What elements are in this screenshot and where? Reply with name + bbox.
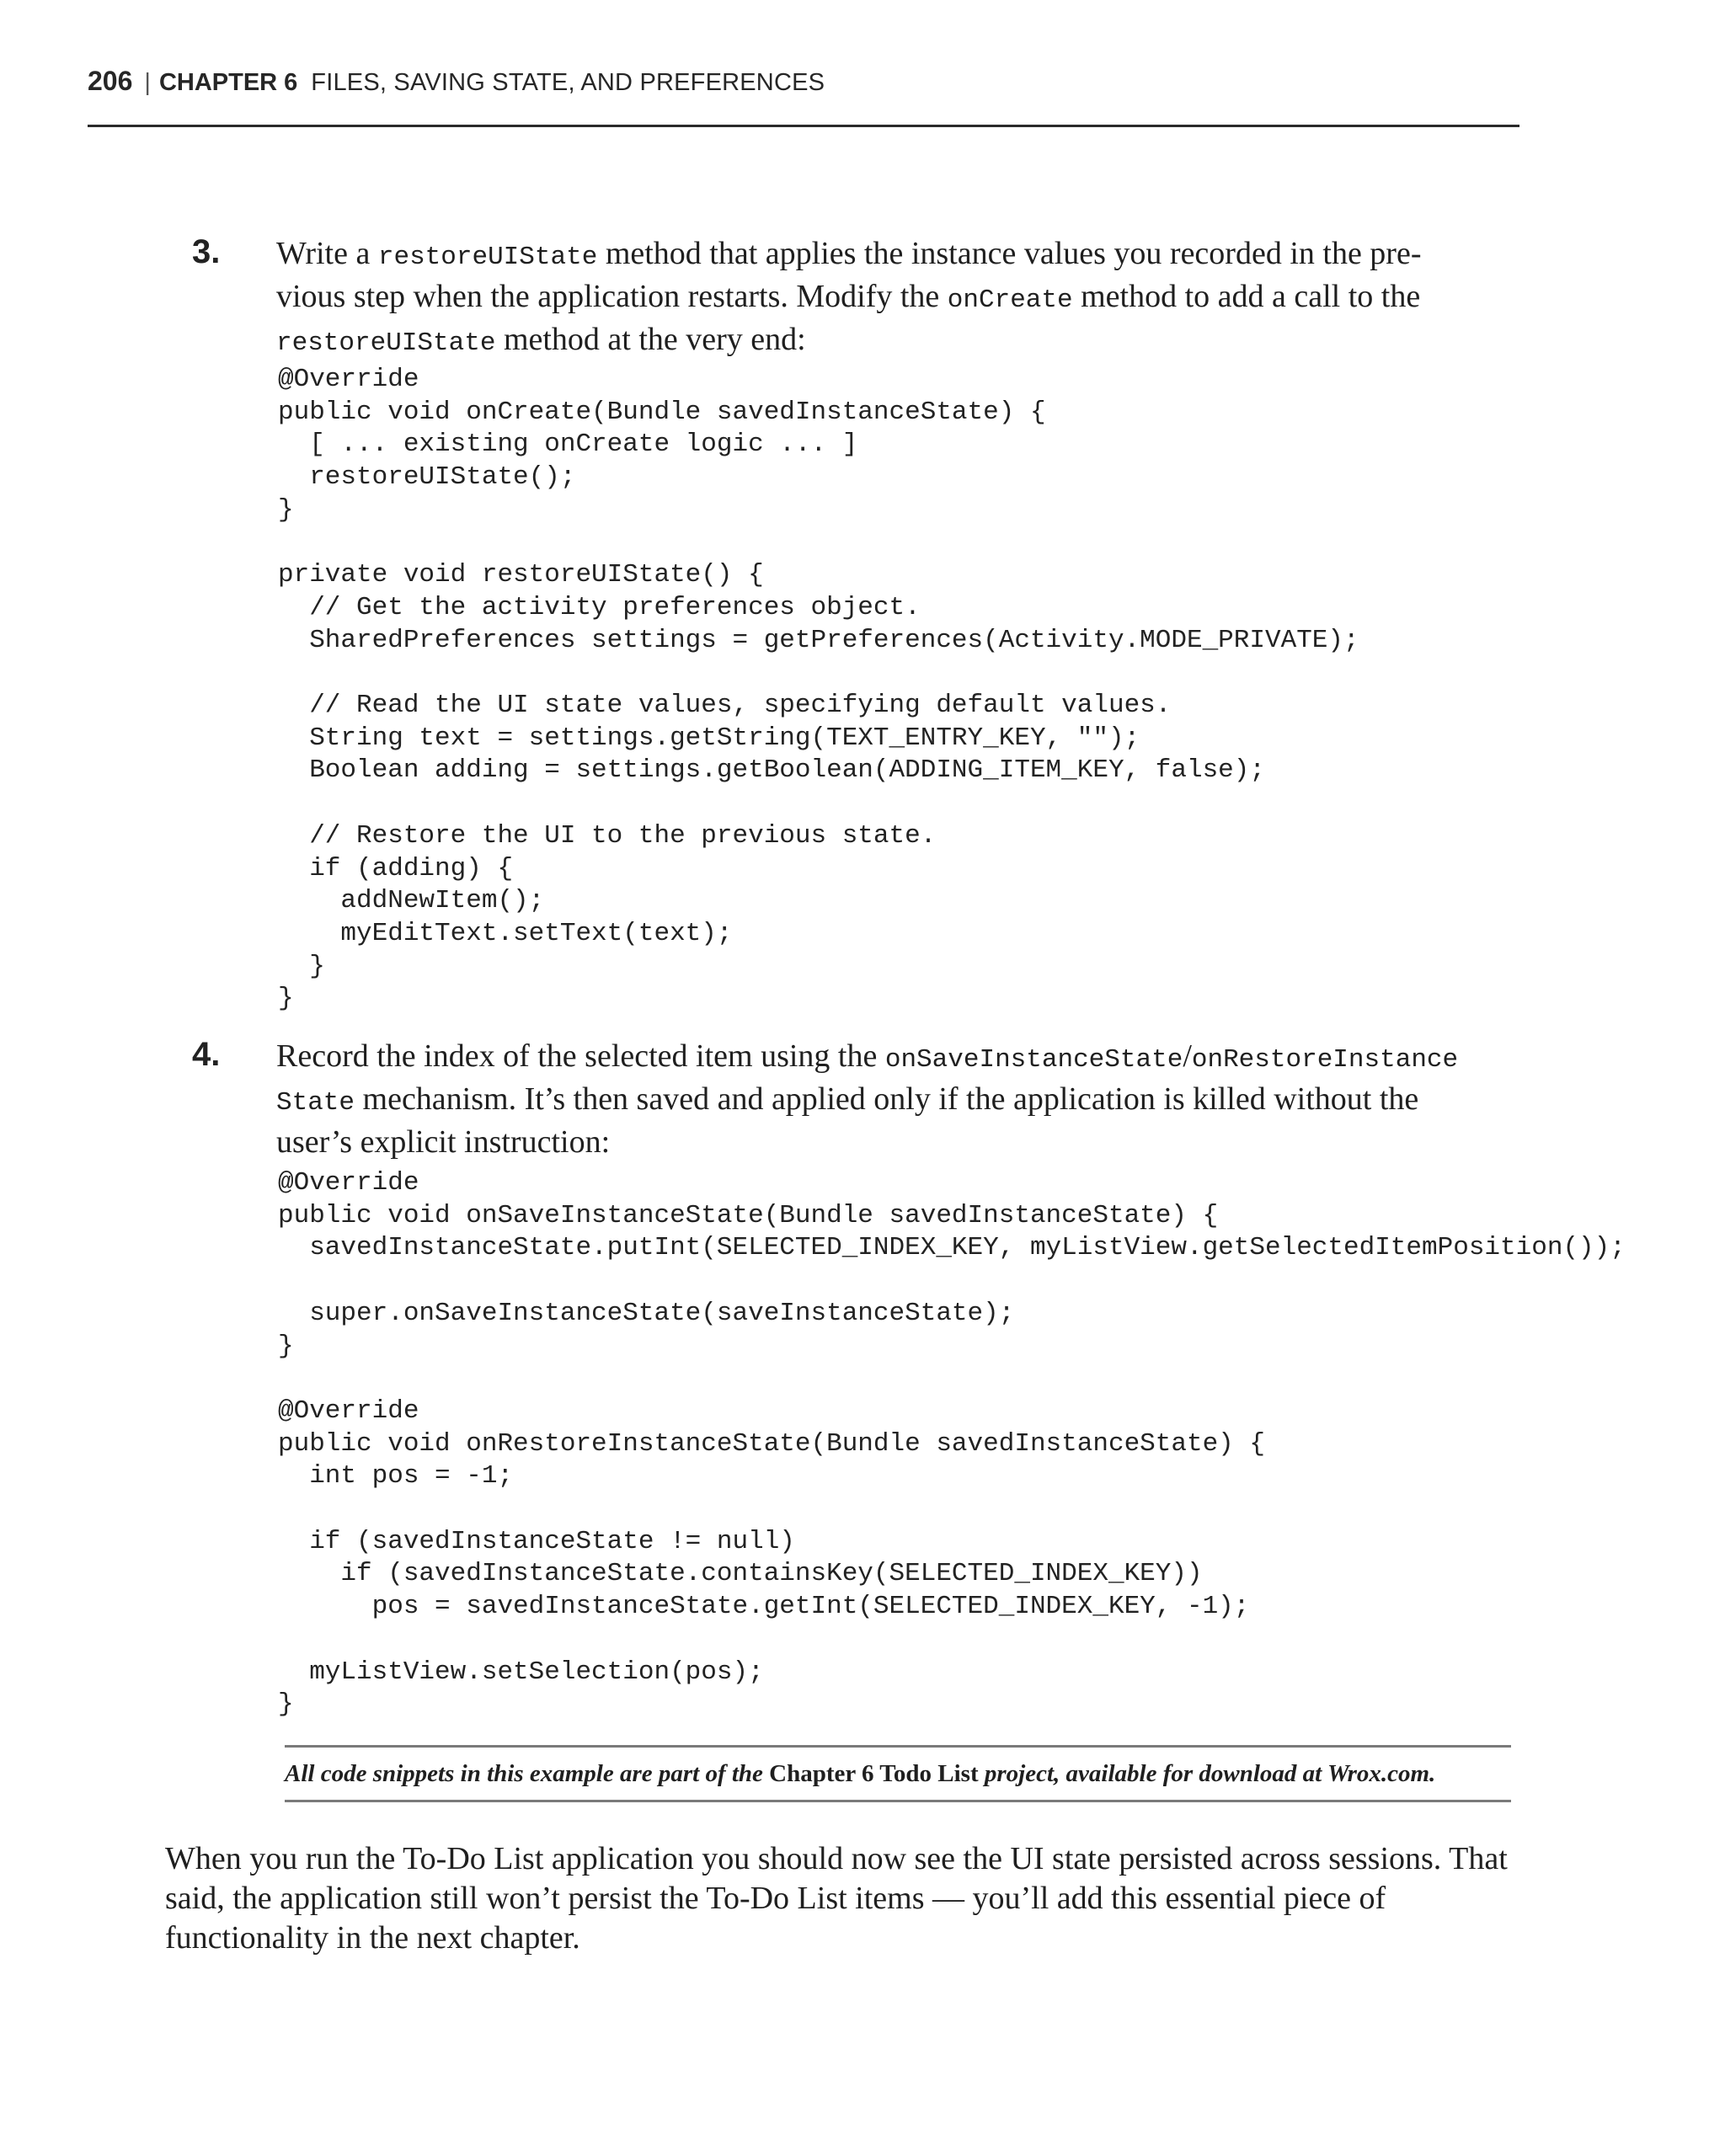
inline-code: onRestoreInstance State	[276, 1045, 1459, 1118]
running-header	[88, 66, 1519, 127]
chapter-title: FILES, SAVING STATE, AND PREFERENCES	[311, 69, 825, 96]
note-text: project, available for download at Wrox.com.	[978, 1760, 1436, 1787]
text-run: /	[1183, 1038, 1192, 1074]
inline-code: restoreUIState	[377, 243, 598, 272]
step-3-code-block: @Override public void onCreate(Bundle savedInstanceState) { [ ... existing onCreate logic ... ] restoreUIState(); } private void restoreUIState() { // Get the activity preferences object. SharedPreferences settings = getPreferences(Activity.MODE_PRIVATE); // Read the UI state values, specifying default values. String text = settings.getString(TEXT_ENTRY_KEY, ""); Boolean adding = settings.getBoolean(ADDING_ITEM_KEY, false); // Restore the UI to the previous state. if (adding) { addNewItem(); myEditText.setText(text); } }	[278, 365, 1359, 1014]
text-run: Record the index of the selected item using the	[276, 1038, 885, 1074]
step-3-number: 3.	[192, 233, 221, 270]
text-run: method to add a call to the	[1072, 279, 1421, 314]
text-run: method at the very end:	[495, 322, 806, 357]
text-run: mechanism. It’s then saved and applied only if the application is killed without the user’s explicit instruction:	[276, 1081, 1419, 1160]
page-number: 206	[88, 66, 133, 96]
step-4-text	[276, 1037, 1489, 1162]
inline-code: onSaveInstanceState	[884, 1045, 1183, 1075]
chapter-label: CHAPTER 6	[158, 69, 298, 96]
header-separator: |	[144, 69, 151, 96]
step-4-code-block: @Override public void onSaveInstanceState(Bundle savedInstanceState) { savedInstanceState.putInt(SELECTED_INDEX_KEY, myListView.getSelectedItemPosition()); super.onSaveInstanceState(saveInstanceState); } @Override public void onRestoreInstanceState(Bundle savedInstanceState) { int pos = -1; if (savedInstanceState != null) if (savedInstanceState.containsKey(SELECTED_INDEX_KEY)) pos = savedInstanceState.getInt(SELECTED_INDEX_KEY, -1); myListView.setSelection(pos); }	[278, 1168, 1626, 1720]
inline-code: onCreate	[947, 286, 1073, 315]
code-download-note	[285, 1745, 1511, 1802]
text-run: Write a	[276, 236, 378, 271]
inline-code: restoreUIState	[276, 328, 496, 358]
step-4-number: 4.	[192, 1036, 221, 1073]
closing-paragraph: When you run the To-Do List application you should now see the UI state persisted across sessions. That said, the application still won’t persist the To-Do List items — you’ll add this essential piece of functionality in the next chapter.	[165, 1841, 1508, 1956]
text-run: method that applies the instance values you recorded in the pre-vious step when the application restarts. Modify the	[276, 236, 1422, 314]
note-text: All code snippets in this example are part of the	[285, 1760, 770, 1787]
step-3-text	[276, 234, 1489, 363]
note-project-name: Chapter 6 Todo List	[769, 1760, 979, 1787]
